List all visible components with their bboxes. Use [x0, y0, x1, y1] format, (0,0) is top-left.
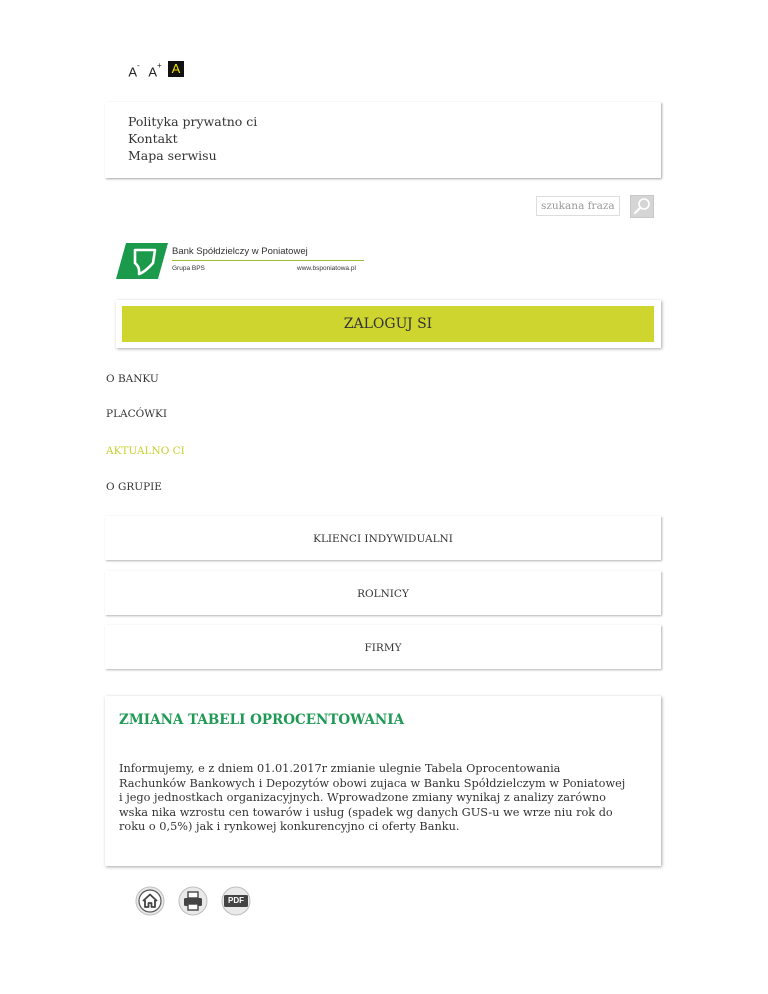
category-companies[interactable]: FIRMY: [105, 625, 661, 669]
high-contrast-button[interactable]: [168, 61, 184, 77]
article-line: Rachunków Bankowych i Depozytów obowi zujaca w Banku Spółdzielczym w Poniatowej: [119, 776, 626, 790]
home-icon[interactable]: [135, 886, 165, 916]
font-smaller-button[interactable]: [126, 61, 142, 80]
article-line: Informujemy, e z dniem 01.01.2017r zmianie ulegnie Tabela Oprocentowania: [119, 762, 561, 775]
nav-branches[interactable]: PLACÓWKI: [106, 408, 168, 420]
article-line: roku o 0,5%) jak i rynkowej konkurencyjno ci oferty Banku.: [119, 820, 460, 833]
search-button[interactable]: [630, 195, 654, 218]
login-button[interactable]: ZALOGUJ SI: [122, 306, 654, 342]
printer-icon[interactable]: [178, 886, 208, 916]
logo-divider: [172, 260, 364, 261]
category-individual-clients[interactable]: KLIENCI INDYWIDUALNI: [105, 516, 661, 560]
nav-about-group[interactable]: O GRUPIE: [106, 481, 162, 493]
search-input[interactable]: [536, 196, 620, 216]
category-farmers[interactable]: ROLNICY: [105, 571, 661, 615]
magnifier-icon: [631, 196, 653, 217]
pdf-button[interactable]: [221, 886, 251, 916]
article-line: wska nika wzrostu cen towarów i usług (spadek wg danych GUS-u we wrze niu rok do: [119, 805, 613, 819]
bank-logo-icon: [116, 243, 168, 279]
bank-name: Bank Spółdzielczy w Poniatowej: [172, 246, 308, 257]
sitemap-link[interactable]: Mapa serwisu: [128, 148, 217, 163]
font-smaller-label: A: [128, 64, 137, 80]
font-larger-sup: +: [157, 61, 162, 70]
article-body: [119, 762, 653, 835]
contact-link[interactable]: Kontakt: [128, 131, 178, 146]
high-contrast-label: A: [171, 61, 181, 76]
bank-url: www.bsponiatowa.pl: [297, 265, 356, 272]
news-article: [105, 696, 661, 866]
bank-group: Grupa BPS: [172, 265, 205, 272]
article-title: ZMIANA TABELI OPROCENTOWANIA: [119, 712, 405, 728]
pdf-label: PDF: [228, 896, 244, 905]
privacy-policy-link[interactable]: Polityka prywatno ci: [128, 114, 258, 129]
login-box: [116, 300, 661, 348]
font-larger-label: A: [148, 64, 157, 80]
font-larger-button[interactable]: [147, 61, 163, 80]
nav-about-bank[interactable]: O BANKU: [106, 373, 159, 385]
nav-news[interactable]: AKTUALNO CI: [106, 445, 185, 457]
top-links-box: [105, 102, 661, 178]
article-line: i jego jednostkach organizacyjnych. Wprowadzone zmiany wynikaj z analizy zarówno: [119, 791, 606, 804]
font-smaller-sup: -: [137, 61, 140, 70]
